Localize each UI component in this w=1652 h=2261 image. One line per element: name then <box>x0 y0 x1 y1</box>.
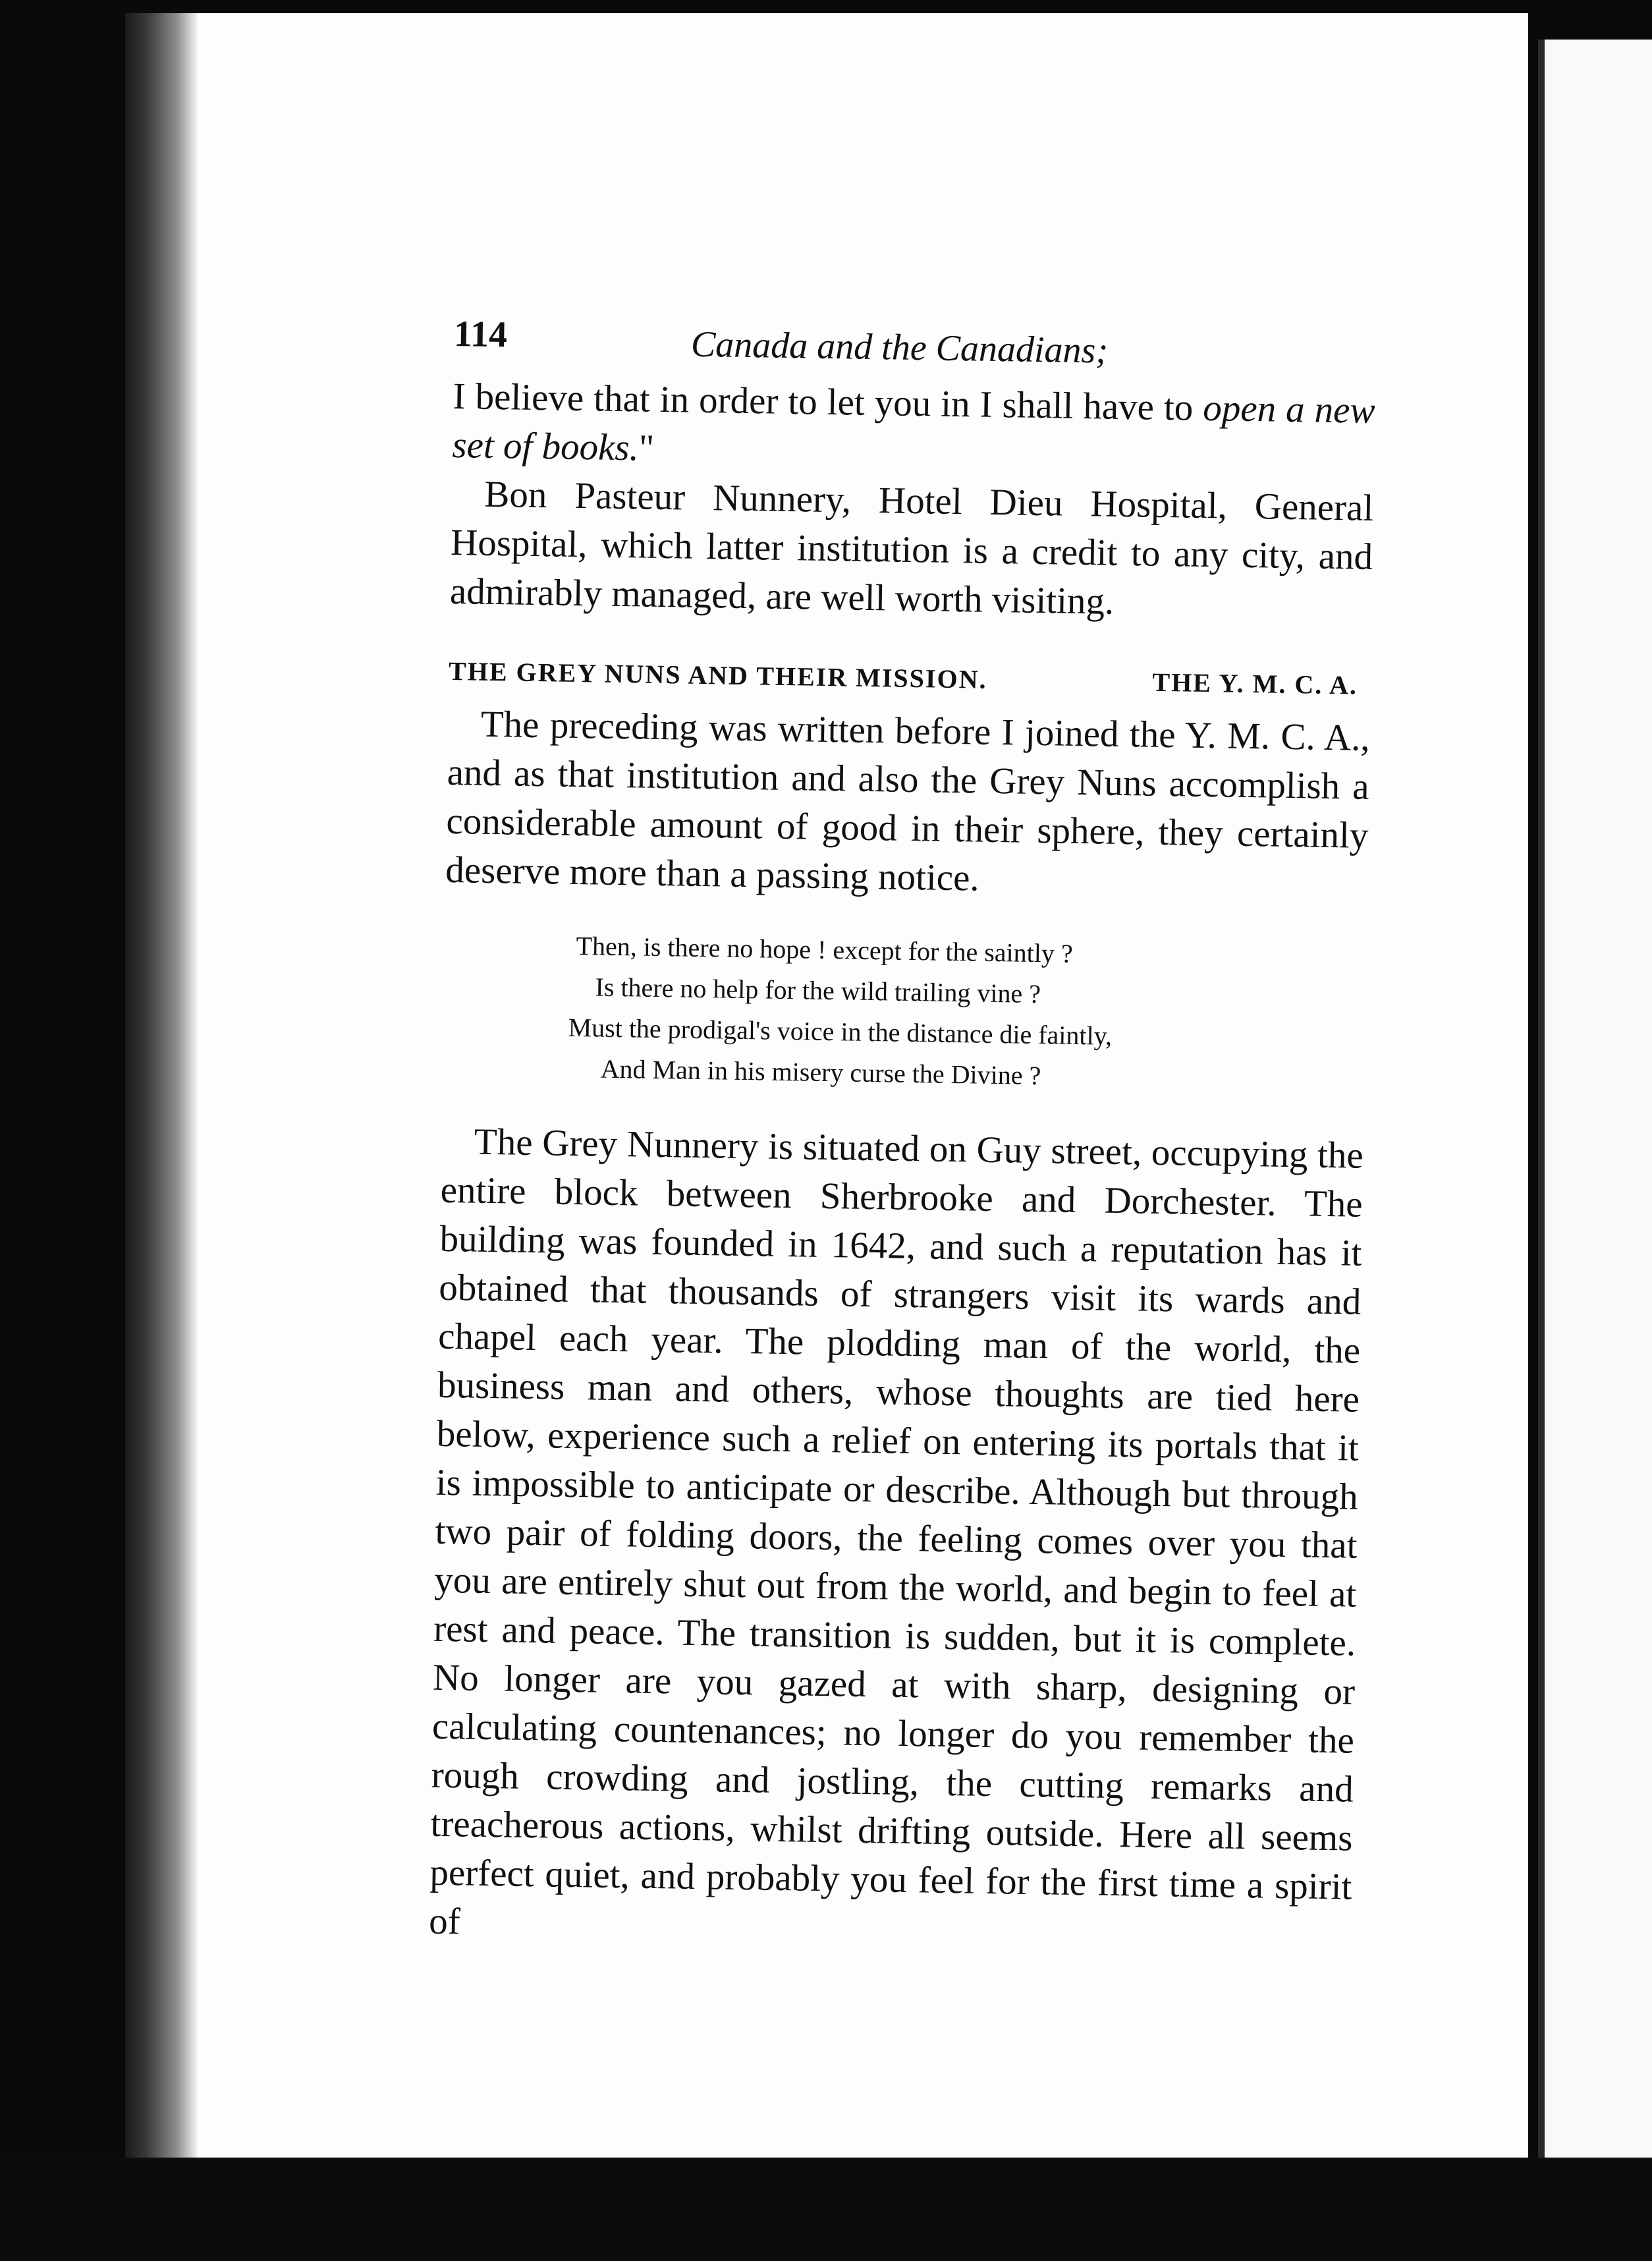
page-header <box>453 300 1377 387</box>
page-binding-shadow <box>125 13 198 2161</box>
verse-line: Is there no help for the wild trailing vine ? <box>595 972 1041 1009</box>
verse-block <box>442 924 1367 1102</box>
continuation-italic: open a new set of books. <box>452 387 1376 469</box>
section-heading-right: THE Y. M. C. A. <box>1152 667 1358 700</box>
hospitals-paragraph: Bon Pasteur Nunnery, Hotel Dieu Hospital, General Hospital, which latter institution is a credit to any city, and admirably managed, are well worth visiting. <box>449 473 1374 623</box>
continuation-paragraph <box>452 372 1375 484</box>
verse-line: And Man in his misery curse the Divine ? <box>600 1053 1041 1091</box>
scan-bottom-border <box>0 2158 1652 2261</box>
page-text-block <box>429 300 1377 1961</box>
continuation-text: I believe that in order to let you in I shall have to <box>453 375 1203 429</box>
running-title: Canada and the Canadians; <box>690 323 1109 372</box>
section-heading <box>449 656 1371 701</box>
continuation-close-quote: " <box>638 427 655 469</box>
page-number: 114 <box>453 313 508 356</box>
nunnery-paragraph: The Grey Nunnery is situated on Guy street, occupying the entire block between Sherbrooke and Dorchester. The building was founded in 1642, and such a reputation has it obtained that thousands of strangers visit its wards and chapel each year. The plodding man of the world, the business man and others, whose thoughts are tied here below, experience such a relief on entering its portals that it is impossible to anticipate or describe. Although but through two pair of folding doors, the feeling comes over you that you are entirely shut out from the world, and begin to feel at rest and peace. The transition is sudden, but it is complete. No longer are you gazed at with sharp, designing or calculating countenances; no longer do you remember the rough crowding and jostling, the cutting remarks and treacherous actions, whilst drifting outside. Here all seems perfect quiet, and probably you feel for the first time a spirit of <box>428 1121 1364 1943</box>
verse-line: Must the prodigal's voice in the distance die faintly, <box>568 1012 1113 1051</box>
next-page-edge <box>1538 40 1652 2181</box>
verse-line: Then, is there no hope ! except for the saintly ? <box>576 931 1074 968</box>
section-heading-left: THE GREY NUNS AND THEIR MISSION. <box>448 656 987 694</box>
ymca-paragraph: The preceding was written before I joined the Y. M. C. A., and as that institution and also the Grey Nuns accomplish a considerable amount of good in their sphere, they certainly deserve more than a passing notice. <box>445 703 1371 899</box>
